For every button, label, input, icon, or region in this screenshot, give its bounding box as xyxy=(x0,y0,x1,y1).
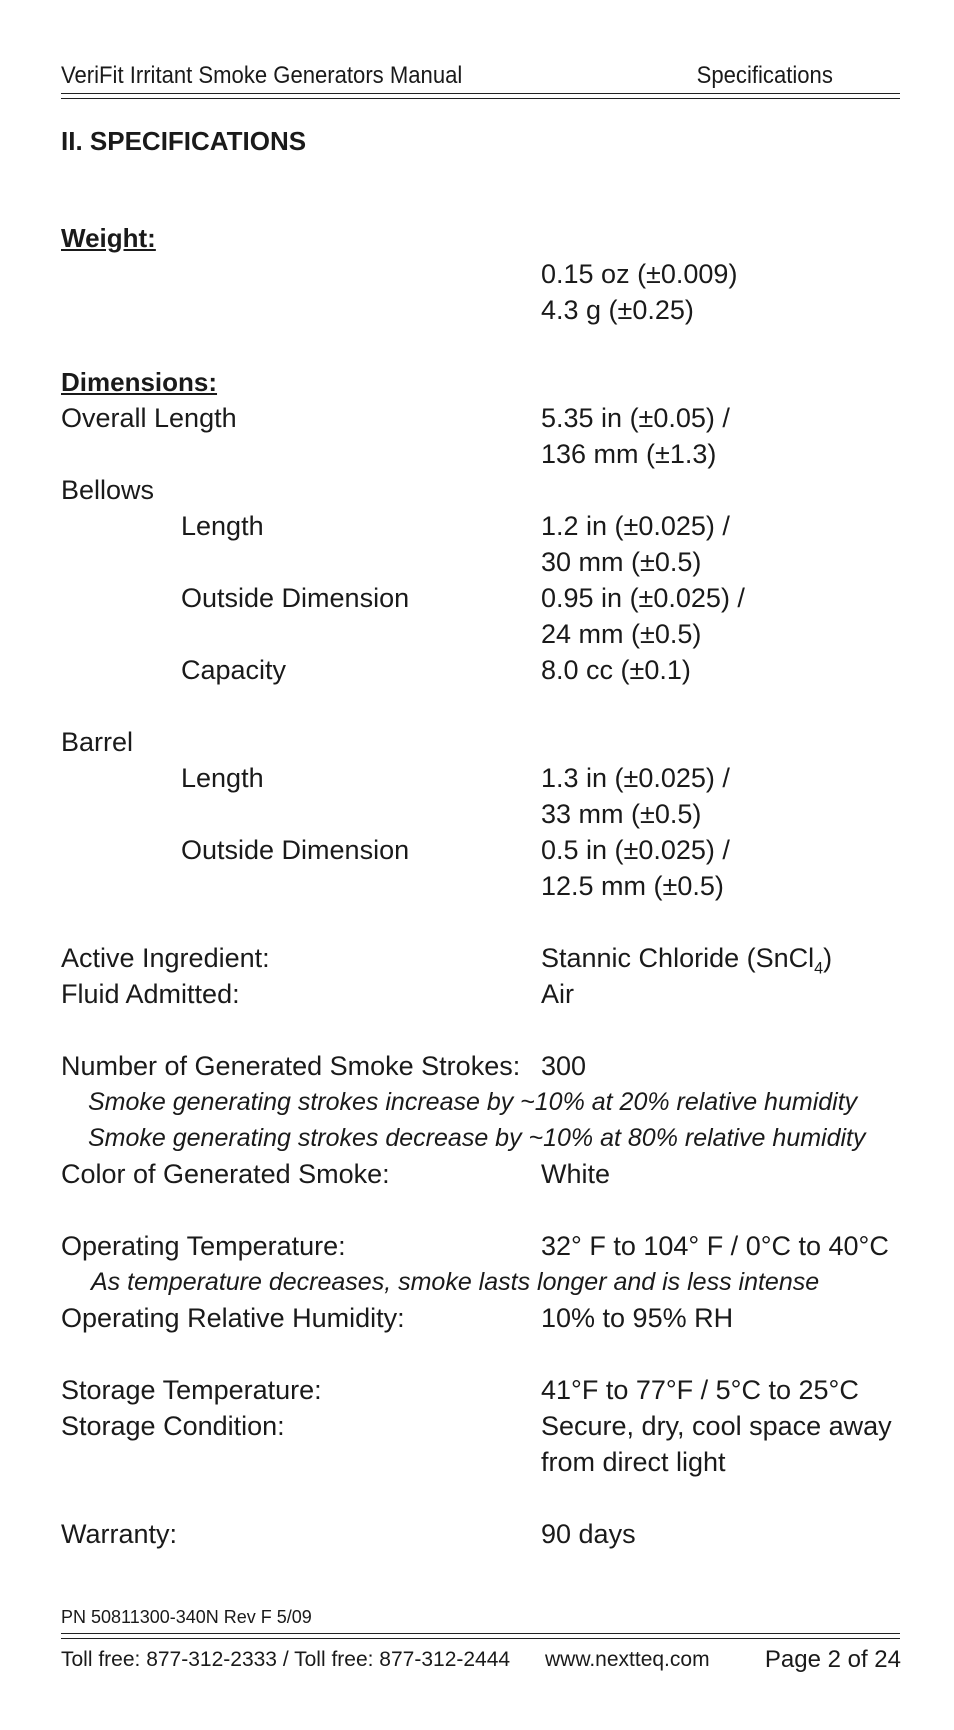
bellows-capacity-label: Capacity xyxy=(181,655,287,685)
fluid-label: Fluid Admitted: xyxy=(61,979,240,1009)
weight-row-1 xyxy=(61,256,921,292)
dimensions-heading-label: Dimensions: xyxy=(61,367,218,397)
page-header xyxy=(61,56,833,90)
operating-temperature-row xyxy=(61,1228,921,1264)
weight-heading-label: Weight: xyxy=(61,223,156,253)
overall-length-row-2 xyxy=(61,436,921,472)
storage-condition-row-2 xyxy=(61,1444,921,1480)
bellows-row xyxy=(61,472,921,508)
storage-condition-value-1: Secure, dry, cool space away xyxy=(541,1411,892,1441)
warranty-row xyxy=(61,1516,921,1552)
bellows-length-row xyxy=(61,508,921,544)
color-row xyxy=(61,1156,921,1192)
warranty-label: Warranty: xyxy=(61,1519,178,1549)
barrel-od-row-2 xyxy=(61,868,921,904)
storage-temperature-row xyxy=(61,1372,921,1408)
page-number: Page 2 of 24 xyxy=(764,1646,901,1673)
operating-humidity-row xyxy=(61,1300,921,1336)
overall-length-label: Overall Length xyxy=(61,403,237,433)
bellows-od-value-in: 0.95 in (±0.025) / xyxy=(541,583,745,613)
strokes-row xyxy=(61,1048,921,1084)
active-ingredient-text: Stannic Chloride (SnCl xyxy=(541,943,815,973)
bellows-od-row xyxy=(61,580,921,616)
temperature-note: As temperature decreases, smoke lasts longer and is less intense xyxy=(91,1268,820,1296)
header-rule xyxy=(61,93,900,99)
bellows-length-label: Length xyxy=(181,511,264,541)
overall-length-row xyxy=(61,400,921,436)
barrel-od-row xyxy=(61,832,921,868)
bellows-od-label: Outside Dimension xyxy=(181,583,410,613)
barrel-length-label: Length xyxy=(181,763,264,793)
fluid-value: Air xyxy=(541,979,574,1009)
bellows-capacity-value: 8.0 cc (±0.1) xyxy=(541,655,691,685)
bellows-length-value-mm: 30 mm (±0.5) xyxy=(541,547,702,577)
storage-condition-value-2: from direct light xyxy=(541,1447,726,1477)
storage-temperature-label: Storage Temperature: xyxy=(61,1375,322,1405)
weight-value-g: 4.3 g (±0.25) xyxy=(541,295,694,325)
storage-temperature-value: 41°F to 77°F / 5°C to 25°C xyxy=(541,1375,859,1405)
part-number: PN 50811300-340N Rev F 5/09 xyxy=(61,1607,312,1627)
header-section: Specifications xyxy=(696,62,833,89)
bellows-od-value-mm: 24 mm (±0.5) xyxy=(541,619,702,649)
operating-temperature-label: Operating Temperature: xyxy=(61,1231,346,1261)
strokes-value: 300 xyxy=(541,1051,587,1081)
barrel-od-label: Outside Dimension xyxy=(181,835,410,865)
dimensions-heading xyxy=(61,364,921,400)
barrel-length-row-2 xyxy=(61,796,921,832)
bellows-label: Bellows xyxy=(61,475,155,505)
weight-row-2 xyxy=(61,292,921,328)
bellows-od-row-2 xyxy=(61,616,921,652)
barrel-length-row xyxy=(61,760,921,796)
active-ingredient-subscript: 4 xyxy=(814,959,824,978)
footer-phone: Toll free: 877-312-2333 / Toll free: 877-312-2444 xyxy=(61,1648,511,1671)
section-title: II. SPECIFICATIONS xyxy=(61,126,307,156)
active-ingredient-label: Active Ingredient: xyxy=(61,943,270,973)
bellows-length-value-in: 1.2 in (±0.025) / xyxy=(541,511,730,541)
operating-humidity-label: Operating Relative Humidity: xyxy=(61,1303,405,1333)
bellows-length-row-2 xyxy=(61,544,921,580)
active-ingredient-row xyxy=(61,940,921,976)
barrel-row xyxy=(61,724,921,760)
color-label: Color of Generated Smoke: xyxy=(61,1159,390,1189)
bellows-capacity-row xyxy=(61,652,921,688)
footer-website-link[interactable]: www.nextteq.com xyxy=(545,1648,710,1671)
strokes-label: Number of Generated Smoke Strokes: xyxy=(61,1051,521,1081)
manual-title: VeriFit Irritant Smoke Generators Manual xyxy=(61,62,463,89)
overall-length-value-in: 5.35 in (±0.05) / xyxy=(541,403,730,433)
fluid-row xyxy=(61,976,921,1012)
operating-temperature-value: 32° F to 104° F / 0°C to 40°C xyxy=(541,1231,889,1261)
warranty-value: 90 days xyxy=(541,1519,636,1549)
weight-value-oz: 0.15 oz (±0.009) xyxy=(541,259,738,289)
operating-humidity-value: 10% to 95% RH xyxy=(541,1303,734,1333)
footer-rule xyxy=(61,1633,900,1639)
color-value: White xyxy=(541,1159,611,1189)
strokes-note-decrease: Smoke generating strokes decrease by ~10% at 80% relative humidity xyxy=(88,1124,866,1152)
strokes-note-increase: Smoke generating strokes increase by ~10% at 20% relative humidity xyxy=(88,1088,858,1116)
barrel-od-value-in: 0.5 in (±0.025) / xyxy=(541,835,730,865)
barrel-length-value-mm: 33 mm (±0.5) xyxy=(541,799,702,829)
barrel-od-value-mm: 12.5 mm (±0.5) xyxy=(541,871,724,901)
storage-condition-row xyxy=(61,1408,921,1444)
storage-condition-label: Storage Condition: xyxy=(61,1411,285,1441)
weight-heading xyxy=(61,220,921,256)
barrel-length-value-in: 1.3 in (±0.025) / xyxy=(541,763,730,793)
overall-length-value-mm: 136 mm (±1.3) xyxy=(541,439,717,469)
barrel-label: Barrel xyxy=(61,727,134,757)
active-ingredient-close: ) xyxy=(823,943,833,973)
